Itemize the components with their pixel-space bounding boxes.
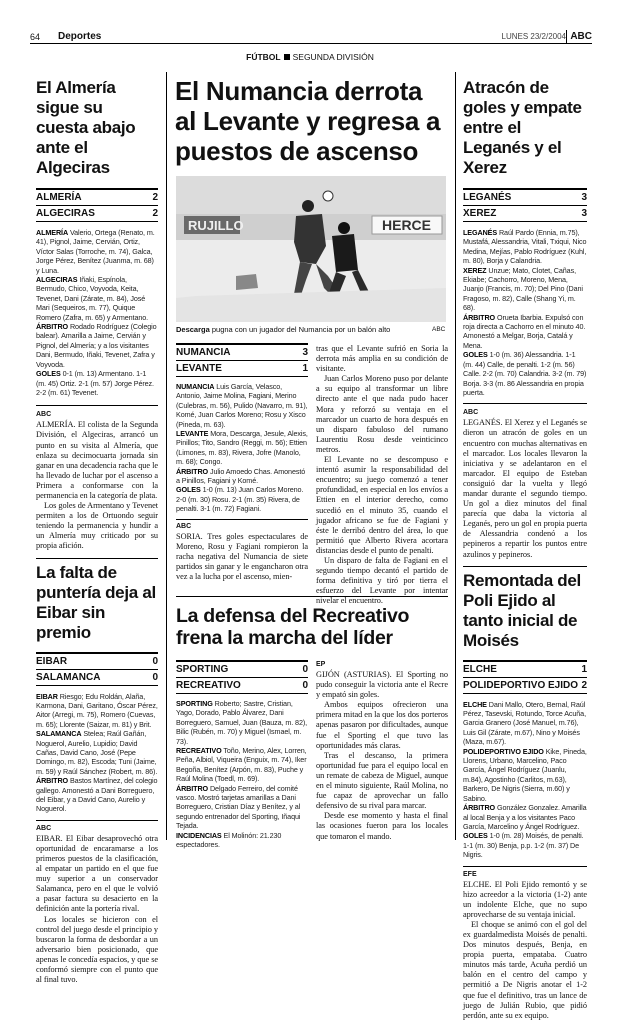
ficha-text: Raúl Pardo (Ennia, m.75), Mustafá, Alessandria, Vitali, Txiqui, Nico Medina, Mejías, Pablo Rodríguez (Kuhl, m. 80), Borja y Calandria. [463, 228, 587, 266]
divider [36, 820, 158, 821]
elche-headline: Remontada del Poli Ejido al tanto inicial de Moisés [463, 570, 581, 650]
ficha-label: INCIDENCIAS [176, 830, 222, 840]
ficha-line [463, 747, 587, 803]
ficha-label: GOLES [463, 350, 488, 360]
ficha-text: Mora, Descarga, Jesule, Alexis, Pinillos; Tito, Sandro (Reggi, m. 56); Ettien (Limones, m. 83), Rivera, Jofre (Manolo, m. 68); Congo. [176, 429, 308, 467]
ficha-text: Delgado Ferreiro, del comité vasco. Mostró tarjetas amarillas a Dani Borreguero, Cristian Díaz y Benítez, y al segundo entrenador del Sporting, Iñaqui Tejada. [176, 783, 301, 831]
photo-caption [176, 325, 406, 335]
numancia-article-start [176, 532, 308, 582]
almeria-article [36, 420, 158, 551]
match-photo [176, 176, 446, 322]
ficha-line [463, 266, 587, 313]
agency-tag: ABC [36, 824, 52, 832]
elche-article [463, 880, 587, 1021]
ficha-label: SALAMANCA [36, 729, 82, 739]
stadium-sign-left: RUJILLO [188, 218, 244, 233]
ficha-text: 1-0 (m. 28) Moisés, de penalti. 1-1 (m. 30) Benja, p.p. 1-2 (m. 37) De Nigris. [463, 831, 584, 860]
ficha-text: Kike, Pineda, Llorens, Urbano, Marcelino, Paco García, Ángel Rodríguez (Juanlu, m.84), Agostinho (Carlitos, m.63), Barkero, De Nigris (Sierra, m.60) y Sabino. [463, 746, 587, 803]
ficha-text: Rodado Rodríguez (Colegio balear). Amarilla a Jaime, Cervián y Pignol, del Almería; y a los visitantes Dani, Bermudo, Iñaki, Tevenet, Zafra y Voyvoda. [36, 322, 157, 369]
caption-bold: Descarga [176, 325, 210, 334]
ficha-text: Iñaki, Espínola, Bermudo, Chico, Voyvoda, Keita, Tevenet, Dani (Zárate, m. 84), José Mari (Sequeiros, m. 77), Quique Romero (Zafra, m. 65) y Armentano. [36, 275, 149, 322]
score-row [36, 206, 158, 222]
ficha-label: ALMERÍA [36, 228, 69, 237]
caption-text: pugna con un jugador del Numancia por un balón alto [211, 325, 391, 334]
stadium-sign-right: HERCE [382, 217, 432, 233]
ficha-text: 1-0 (m. 13) Juan Carlos Moreno. 2-0 (m. 30) Rosu. 2-1 (m. 35) Rivera, de penalti. 3-1 (m. 72) Fagiani. [176, 485, 304, 514]
team-name: ALGECIRAS [36, 208, 95, 219]
ficha-label: RECREATIVO [176, 746, 222, 756]
agency-tag: ABC [176, 522, 192, 530]
paragraph: GIJÓN (ASTURIAS). El Sporting no pudo conseguir la victoria ante el Recre y empató sin goles. [316, 670, 448, 700]
team-score: 0 [152, 655, 158, 667]
score-row [463, 678, 587, 694]
team-name: LEVANTE [176, 363, 222, 374]
score-row [36, 652, 158, 670]
team-name: LEGANÉS [463, 192, 512, 203]
ficha-text: Riesgo; Edu Roldán, Alaña, Karmona, Dani, Garitano, Óscar Pérez, Aitor (Arregi, m. 75), Romero (Cuevas, m. 65); Llorente (Saizar, m. 81) y Brit. [36, 691, 158, 729]
kicker-strong: FÚTBOL [246, 52, 281, 62]
ficha-label: LEVANTE [176, 429, 209, 439]
ficha-text: Bastos Martínez, del colegio gallego. Amonestó a Dani Borreguero, del Eibar, y a David Cano, Aurelio y Noguerol. [36, 776, 158, 814]
ficha-label: ÁRBITRO [176, 466, 209, 476]
team-name: ELCHE [463, 663, 497, 675]
score-row [36, 188, 158, 206]
eibar-headline: La falta de puntería deja al Eibar sin premio [36, 562, 156, 642]
team-score: 0 [302, 680, 308, 691]
agency-tag: ABC [36, 411, 52, 419]
ficha-line [36, 729, 158, 776]
ficha-line [176, 831, 308, 850]
ficha-text: Orueta Ibarbia. Expulsó con roja directa a Cachorro en el minuto 40. Amonestó a Melgar, Borja, Catalá y Mena. [463, 312, 586, 350]
ficha-label: GOLES [176, 485, 201, 495]
almeria-scoreboard [36, 188, 158, 222]
square-bullet-icon [284, 54, 290, 60]
divider [463, 403, 587, 404]
ficha-label: NUMANCIA [176, 382, 215, 391]
score-row [463, 206, 587, 222]
ficha-line [36, 228, 158, 275]
ficha-text: Toño, Merino, Alex, Lorren, Peña, Albiol, Viqueira (Enguix, m. 74), Iker Begoña, Benítez (Arpón, m. 83), Puche y Raúl Molina (Toedl, m. 69). [176, 746, 307, 784]
almeria-lineups [36, 228, 158, 397]
ficha-text: Julio Amoedo Chas. Amonestó a Pinillos, Fagiani y Komé. [176, 466, 306, 486]
kicker-rest: SEGUNDA DIVISIÓN [292, 52, 374, 62]
column-rule [455, 72, 456, 840]
ficha-line [463, 700, 587, 747]
ficha-line [176, 485, 308, 513]
paragraph: tras que el Levante sufrió en Soria la derrota más amplia en su condición de visitante. [316, 344, 448, 374]
left-column [36, 78, 158, 985]
team-score: 2 [581, 679, 587, 691]
ficha-label: POLIDEPORTIVO EJIDO [463, 746, 544, 756]
sporting-article [316, 660, 448, 842]
paragraph: El choque se animó con el gol del ex guardalmedista Moisés de penalti. Dos minutos después, Benja, en propia puerta, empataba. Cuatro minutos más tarde, Acuña perdió un balón en el centro del campo y permitió a De Nigris anotar el 1-2 que fue el definitivo, tras un lance de juego de Julián Rubio, que pidió perdón, ante su ex equipo. [463, 919, 587, 1020]
score-row [36, 670, 158, 686]
paragraph: Tras el descanso, la primera oportunidad fue para el equipo local en un remate de cabeza de Miguel, aunque en el minuto siguiente, Raúl Molina, no fue capaz de aprovechar un fallo defensivo de su rival para marcar. [316, 750, 448, 811]
leganes-lineups [463, 228, 587, 397]
leganes-headline: Atracón de goles y empate entre el Leganés y el Xerez [463, 78, 582, 177]
leganes-article [463, 418, 587, 559]
ficha-label: GOLES [36, 369, 61, 379]
paragraph: Juan Carlos Moreno puso por delante a su equipo al transformar un libre directo ante el que nada pudo hacer Mora y reforzó su ventaja en el marcador un cuarto de hora después en un disparo fabuloso del rumano Laurentiu Rosu desde veinticinco metros. [316, 374, 448, 454]
paragraph: El Levante no se descompuso e intentó asumir la responsabilidad del encuentro; su juego comenzó a tener profundidad, en especial en los envíos a Ettien en el interior derecho, como sucedió en el minuto 35, cuando el jugador africano se fue de Fagiani y éste le derribó dentro del área, lo que permitió que Alberto Rivera acortara distancias desde el punto de penalti. [316, 455, 448, 555]
ficha-text: Roberto; Sastre, Cristian, Yago, Dorado, Pablo Álvarez, Dani Borreguero, Samuel, Juan (Bauza, m. 82), Bilic (Rubén, m. 70) y Miguel (Ismael, m. 73). [176, 699, 308, 746]
paragraph: ELCHE. El Poli Ejido remontó y se hizo acreedor a la victoria (1-2) ante un indolente Elche, que no supo aprovecharse de su ventaja inicial. [463, 879, 587, 919]
ficha-line [176, 699, 308, 746]
paragraph: ALMERÍA. El colista de la Segunda División, el Algeciras, arrancó un punto en su visita al Almería, que enlaza su decimocuarta jornada sin ganar en una decadencia racha que le ha llevado de luchar por el ascenso a Primera a conformarse con la permanencia en la categoría de plata. [36, 420, 158, 500]
team-name: EIBAR [36, 655, 68, 667]
numancia-article-continued [316, 344, 448, 606]
section-name: Deportes [58, 31, 102, 42]
numancia-lineups [176, 382, 308, 514]
ficha-text: Unzue; Mato, Clotet, Cañas, Ekiabe; Cachorro, Moreno, Mena, Juanjo (Francis, m. 70); Del Pino (Dani Fragoso, m. 82), Calle (Shang Yi, m. 68). [463, 265, 583, 313]
divider [36, 558, 158, 559]
ficha-line [463, 313, 587, 351]
eibar-scoreboard [36, 652, 158, 686]
numancia-scoreboard [176, 343, 308, 377]
team-name: XEREZ [463, 208, 497, 219]
paragraph: SORIA. Tres goles espectaculares de Moreno, Rosu y Fagiani rompieron la racha negativa del Numancia de siete partidos sin ganar y le engancharon otra vez a la lucha por el ascenso, mien- [176, 531, 308, 582]
ficha-text: El Molinón: 21.230 espectadores. [176, 830, 282, 850]
team-score: 0 [302, 664, 308, 675]
ficha-text: 1-0 (m. 36) Alessandria. 1-1 (m. 44) Calle, de penalti. 1-2 (m. 56) Calle. 2-2 (m. 70) Calandria. 3-2 (m. 79) Borja. 3-3 (m. 86 Alessandria en propia puerta. [463, 350, 587, 397]
team-name: POLIDEPORTIVO EJIDO [463, 679, 579, 691]
ficha-line [36, 692, 158, 730]
sporting-lineups [176, 699, 308, 850]
team-score: 3 [302, 347, 308, 358]
ficha-line [36, 369, 158, 397]
paragraph: Desde ese momento y hasta el final las ocasiones fueron para los locales que tomaron el mando. [316, 811, 448, 841]
ficha-label: ALGECIRAS [36, 275, 78, 285]
elche-scoreboard [463, 660, 587, 694]
sporting-scoreboard [176, 660, 308, 694]
sporting-left-subcolumn [176, 660, 308, 850]
ficha-text: 0-1 (m. 13) Armentano. 1-1 (m. 45) Ortiz. 2-1 (m. 57) Jorge Pérez. 2-2 (m. 61) Tevenet. [36, 369, 154, 397]
team-score: 1 [302, 363, 308, 374]
agency-tag: EP [316, 661, 326, 668]
ficha-label: GOLES [463, 831, 488, 841]
ficha-label: ÁRBITRO [176, 783, 209, 793]
elche-lineups [463, 700, 587, 860]
paragraph: Los goles de Armentano y Tevenet permiten a los de Ortuondo seguir teniendo la permanencia y hundir a un Almería muy criticado por su propia afición. [36, 501, 158, 551]
page-number: 64 [30, 32, 41, 42]
ficha-label: EIBAR [36, 691, 58, 701]
issue-date: LUNES 23/2/2004 [501, 32, 566, 41]
paragraph: Un disparo de falta de Fagiani en el segundo tiempo decantó el partido de forma definitiva y tiró por tierra el esfuerzo del Levante por intentar nivelar el encuentro. [316, 555, 448, 606]
abc-logo: ABC [566, 30, 592, 44]
paragraph: LEGANÉS. El Xerez y el Leganés se dieron un atracón de goles en un encuentro con muchas alternativas en el marcador. Los locales llevaron la iniciativa y se adelantaron en el marcador. El equipo de Esteban consiguió dar la vuelta y llegó mandar durante el segundo tiempo. Un gol a diez minutos del final parecía que daba la victoria al Leganés, pero un gol en propia puerta de Alessandria condenó a los pepineros a repartir los puntos entre azulinos y pepineros. [463, 418, 587, 559]
ficha-label: ÁRBITRO [36, 776, 69, 786]
ficha-label: SPORTING [176, 699, 213, 708]
score-row [176, 343, 308, 361]
divider [463, 566, 587, 567]
score-row [463, 188, 587, 206]
paragraph: EIBAR. El Eibar desaprovechó otra oportunidad de encaramarse a los primeros puestos de la clasificación, al empatar un partido en el que fue muy superior a un conservador Salamanca, pero en el que le volvió a pasar factura su desacierto en la definición ante la portería rival. [36, 833, 158, 914]
team-name: SALAMANCA [36, 671, 101, 683]
ficha-label: ELCHE [463, 699, 487, 709]
eibar-article [36, 834, 158, 985]
ficha-label: ÁRBITRO [463, 312, 496, 322]
leganes-scoreboard [463, 188, 587, 222]
sporting-article-body [316, 670, 448, 842]
team-score: 0 [152, 671, 158, 683]
team-name: ALMERÍA [36, 192, 82, 203]
divider [463, 866, 587, 867]
numancia-left-subcolumn [176, 343, 308, 582]
ficha-label: XEREZ [463, 265, 487, 275]
ficha-line [176, 467, 308, 486]
paragraph: Ambos equipos ofrecieron una primera mitad en la que los dos porteros apenas pasaron por dificultades, aunque fue el Sporting el que tuvo las oportunidades más claras. [316, 700, 448, 750]
photo-credit: ABC [432, 326, 446, 333]
ficha-text: Dani Mallo, Otero, Bernal, Raúl Pérez, Tasevski, Rotundo, Torce Acuña, Garcia Granero (José Manuel, m.76), Luis Gil (Zárate, m.67), Nino y Moisés (Maza, m.67). [463, 699, 586, 747]
score-row [176, 678, 308, 694]
recreativo-headline: La defensa del Recreativo frena la marcha del líder [176, 605, 410, 649]
ficha-text: Luis García, Velasco, Antonio, Jaime Molina, Fagiani, Merino (Culebras, m. 56), Pulido (Navarro, m. 91), Komé, Juan Carlos Moreno; Rosu y Xisco (Pineda, m. 63). [176, 382, 308, 429]
ficha-line [36, 275, 158, 322]
ficha-line [36, 322, 158, 369]
score-row [176, 361, 308, 377]
agency-tag: ABC [463, 409, 479, 417]
ficha-line [176, 746, 308, 784]
ficha-label: ÁRBITRO [463, 803, 496, 813]
divider [176, 519, 308, 520]
right-column [463, 78, 587, 1021]
agency-tag: EFE [463, 870, 477, 878]
football-match-image [176, 176, 446, 322]
team-name: NUMANCIA [176, 347, 231, 358]
team-name: RECREATIVO [176, 680, 241, 691]
eibar-lineups [36, 692, 158, 814]
team-score: 1 [581, 663, 587, 675]
team-score: 3 [581, 208, 587, 219]
ficha-text: González Gonzalez. Amarilla al local Benja y a los visitantes Paco García, Marcelino y Ángel Rodríguez. [463, 803, 587, 831]
ficha-line [463, 831, 587, 859]
ficha-line [463, 350, 587, 397]
ficha-text: Valerio, Ortega (Renato, m. 41), Pignol, Jaime, Cervián, Ortiz, Víctor Salas (Torroche, m. 74), Galca, Jorge Pérez, Benítez (Juanma, m. 68) y Luna. [36, 228, 155, 275]
page-header [30, 30, 592, 44]
team-name: SPORTING [176, 664, 229, 675]
numancia-headline: El Numancia derrota al Levante y regresa a puestos de ascenso [175, 76, 441, 166]
score-row [463, 660, 587, 678]
paragraph: Los locales se hicieron con el control del juego desde el principio y buscaron la forma de desbordar a un adversario bien posicionado, que apenas le concedía espacios, y que se conformó siempre con el punto que al final tuvo. [36, 914, 158, 985]
divider [36, 405, 158, 406]
ficha-line [176, 429, 308, 467]
ficha-label: ÁRBITRO [36, 322, 69, 332]
ficha-line [176, 784, 308, 831]
section-kicker [0, 52, 620, 62]
ficha-label: LEGANÉS [463, 228, 498, 237]
ficha-line [36, 776, 158, 814]
team-score: 2 [152, 208, 158, 219]
divider [176, 596, 448, 597]
ficha-text: Stelea; Raúl Gañán, Noguerol, Aurelio, Lupidio; David Cañas, David Cano, José (Pepe Domingo, m. 82), Escoda; Tuni (Jaime, m. 59) y Raúl Sánchez (Robert, m. 86). [36, 729, 158, 776]
team-score: 3 [581, 192, 587, 203]
ficha-line [176, 382, 308, 429]
ficha-line [463, 803, 587, 831]
almeria-headline: El Almería sigue su cuesta abajo ante el Algeciras [36, 78, 136, 177]
ficha-line [463, 228, 587, 266]
score-row [176, 660, 308, 678]
column-rule [166, 72, 167, 840]
team-score: 2 [152, 192, 158, 203]
